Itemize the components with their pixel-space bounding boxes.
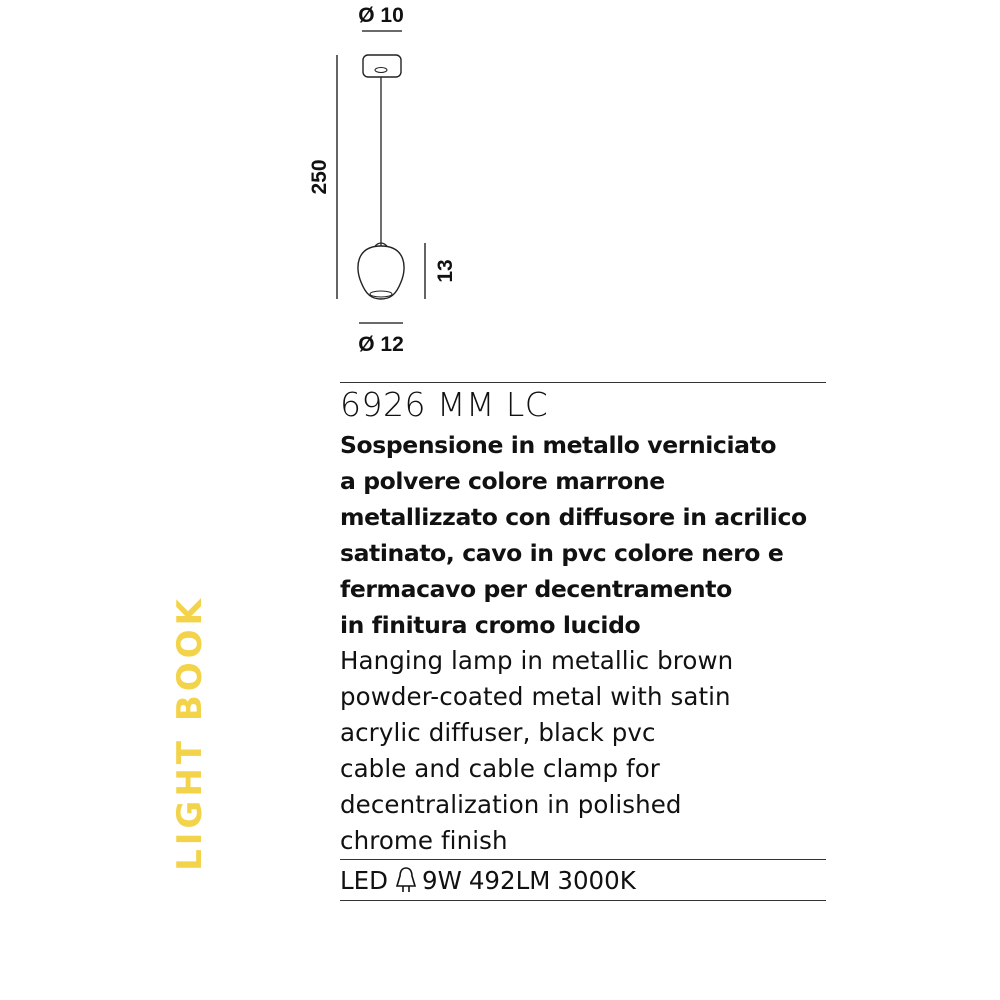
description-en-line: cable and cable clamp for [340, 754, 660, 783]
description-it-line: a polvere colore marrone [340, 467, 665, 495]
bottom-diameter-label: Ø 12 [358, 333, 404, 356]
total-height-label: 250 [308, 159, 331, 195]
description-it-line: in finitura cromo lucido [340, 611, 641, 639]
lumens-value: 492LM [468, 865, 551, 895]
color-temperature-value: 3000K [557, 865, 636, 895]
description-en-line: chrome finish [340, 826, 508, 855]
description-it-line: fermacavo per decentramento [340, 575, 732, 603]
description-en-line: decentralization in polished [340, 790, 682, 819]
description-it-line: satinato, cavo in pvc colore nero e [340, 539, 784, 567]
power-value: 9W [422, 865, 462, 895]
description-en-line: acrylic diffuser, black pvc [340, 718, 656, 747]
description-it-line: metallizzato con diffusore in acrilico [340, 503, 807, 531]
side-label: LIGHT BOOK [170, 595, 210, 871]
ceiling-canopy [363, 55, 401, 77]
description-en-line: Hanging lamp in metallic brown [340, 646, 734, 675]
bulb-icon [394, 865, 418, 895]
technical-drawing [0, 0, 1000, 360]
product-code: 6926 MM LC [340, 385, 549, 424]
bottom-rule [340, 900, 826, 901]
description-italian [340, 427, 826, 643]
shade-height-label: 13 [434, 259, 457, 283]
product-block [340, 382, 826, 901]
description-it-line: Sospensione in metallo verniciato [340, 431, 777, 459]
description-en-line: powder-coated metal with satin [340, 682, 731, 711]
light-source: LED [340, 865, 388, 895]
top-diameter-label: Ø 10 [358, 4, 404, 27]
spec-row [340, 860, 826, 900]
description-english [340, 643, 826, 859]
